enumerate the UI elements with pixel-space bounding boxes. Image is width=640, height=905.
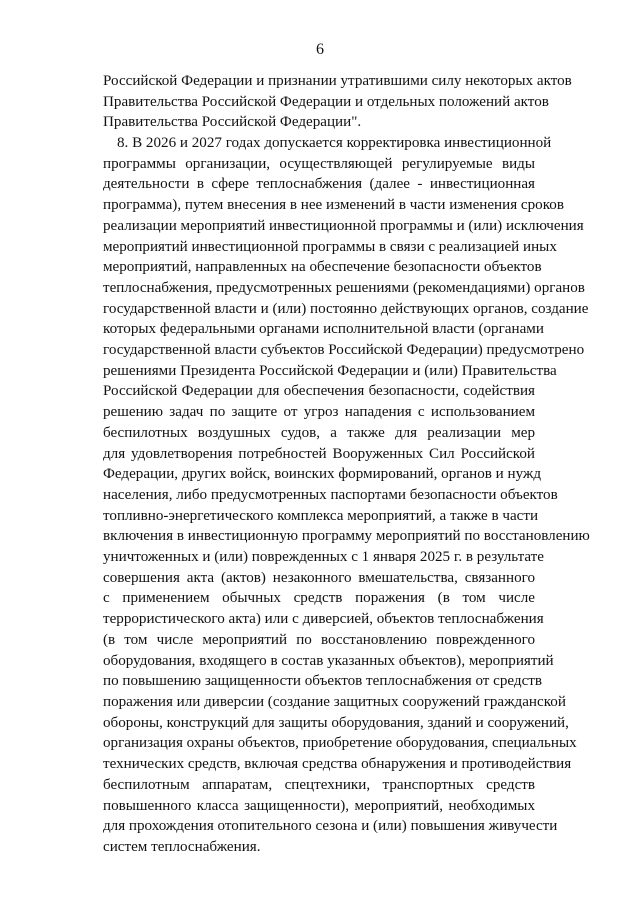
text-line: топливно-энергетического комплекса мероприятий, а также в части (103, 507, 539, 524)
text-line: поражения или диверсии (создание защитных сооружений гражданской (103, 693, 566, 710)
text-line: Российской Федерации и признании утратившими силу некоторых актов (103, 73, 572, 89)
text-line: решениями Президента Российской Федерации и (или) Правительства (103, 362, 557, 379)
paragraph-item-8 (103, 133, 590, 858)
text-line: для прохождения отопительного сезона и (или) повышения живучести (103, 818, 558, 835)
page-number: 6 (316, 41, 324, 58)
text-line: (в том числе мероприятий по восстановлению поврежденного (103, 631, 535, 648)
text-line: уничтоженных и (или) поврежденных с 1 января 2025 г. в результате (103, 549, 544, 566)
text-line: технических средств, включая средства обнаружения и противодействия (103, 756, 572, 773)
text-line: реализации мероприятий инвестиционной программы и (или) исключения (103, 217, 584, 234)
text-line: повышенного класса защищенности), мероприятий, необходимых (103, 797, 535, 814)
text-line: совершения акта (актов) незаконного вмешательства, связанного (103, 569, 535, 586)
text-line: по повышению защищенности объектов теплоснабжения от средств (103, 673, 543, 690)
text-line: программа), путем внесения в нее изменений в части изменения сроков (103, 197, 564, 214)
text-line: которых федеральными органами исполнительной власти (органами (103, 321, 544, 338)
text-line: программы организации, осуществляющей регулируемые виды (103, 155, 535, 172)
text-line: Правительства Российской Федерации и отдельных положений актов (103, 93, 549, 110)
text-line: беспилотным аппаратам, спецтехники, транспортных средств (103, 776, 535, 793)
text-line: оборудования, входящего в состав указанных объектов), мероприятий (103, 652, 554, 669)
text-line: мероприятий инвестиционной программы в связи с реализацией иных (103, 238, 557, 255)
text-line: теплоснабжения, предусмотренных решениями (рекомендациями) органов (103, 279, 585, 296)
text-line: решению задач по защите от угроз нападения с использованием (103, 404, 535, 421)
text-line: террористического акта) или с диверсией, объектов теплоснабжения (103, 611, 544, 628)
text-line: включения в инвестиционную программу мероприятий по восстановлению (103, 528, 590, 545)
text-line: обороны, конструкций для защиты оборудования, зданий и сооружений, (103, 714, 569, 731)
text-line: с применением обычных средств поражения (в том числе (103, 590, 535, 607)
text-line: государственной власти и (или) постоянно действующих органов, создание (103, 300, 589, 317)
text-line: 8. В 2026 и 2027 годах допускается корректировка инвестиционной (117, 135, 552, 151)
text-line: беспилотных воздушных судов, а также для реализации мер (103, 424, 535, 441)
text-line: Российской Федерации для обеспечения безопасности, содействия (103, 383, 535, 400)
text-line: государственной власти субъектов Российской Федерации) предусмотрено (103, 342, 585, 359)
text-line: мероприятий, направленных на обеспечение безопасности объектов (103, 259, 542, 276)
text-line: деятельности в сфере теплоснабжения (далее - инвестиционная (103, 176, 535, 193)
text-line: Федерации, других войск, воинских формирований, органов и нужд (103, 466, 542, 483)
text-line: населения, либо предусмотренных паспортами безопасности объектов (103, 486, 558, 503)
text-line: Правительства Российской Федерации". (103, 114, 362, 131)
text-line: организация охраны объектов, приобретение оборудования, специальных (103, 735, 577, 752)
paragraph-continuation (103, 71, 572, 133)
text-line: систем теплоснабжения. (103, 838, 261, 855)
text-line: для удовлетворения потребностей Вооруженных Сил Российской (103, 445, 535, 462)
